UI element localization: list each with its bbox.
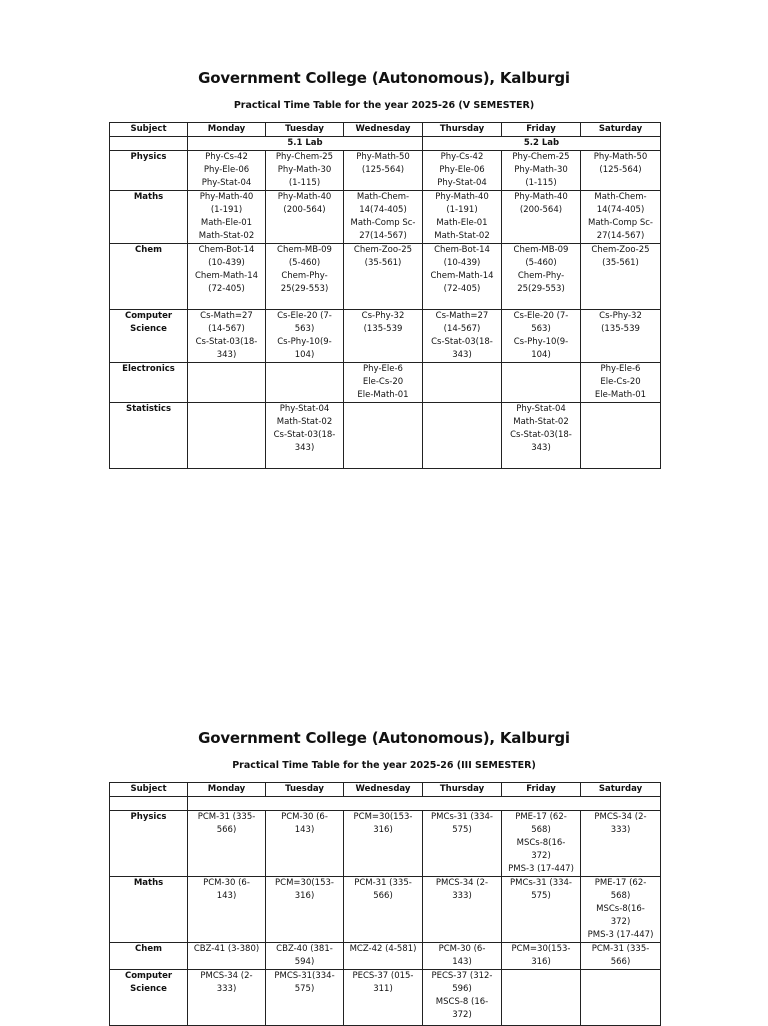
batch-entry: 333) bbox=[610, 825, 631, 835]
schedule-cell bbox=[344, 970, 423, 1026]
schedule-cell bbox=[188, 811, 266, 877]
batch-entry: Ele-Math-01 bbox=[357, 390, 409, 400]
subject-cell bbox=[110, 877, 188, 943]
table-row bbox=[110, 310, 661, 363]
schedule-cell bbox=[502, 310, 581, 363]
schedule-cell bbox=[502, 363, 581, 403]
batch-entry: Ele-Cs-20 bbox=[362, 377, 404, 387]
column-header: Saturday bbox=[581, 123, 661, 137]
batch-entry: 372) bbox=[452, 1010, 472, 1020]
schedule-cell bbox=[502, 403, 581, 469]
batch-entry: 333) bbox=[452, 891, 472, 901]
schedule-cell bbox=[502, 811, 581, 877]
schedule-cell bbox=[502, 943, 581, 970]
batch-entry: (135-539 bbox=[601, 324, 640, 334]
table-row bbox=[110, 811, 661, 877]
schedule-cell bbox=[188, 970, 266, 1026]
batch-entry: PECS-37 (312- bbox=[431, 971, 493, 981]
batch-entry: 563) bbox=[294, 324, 315, 334]
batch-entry: 25(29-553) bbox=[517, 284, 565, 294]
batch-entry: PMCS-34 (2- bbox=[435, 878, 489, 888]
batch-entry: Phy-Ele-06 bbox=[439, 165, 485, 175]
batch-entry: Phy-Ele-06 bbox=[203, 165, 250, 175]
batch-entry: PCM=30(153- bbox=[511, 944, 571, 954]
batch-entry: Chem-Phy- bbox=[281, 271, 328, 281]
batch-entry: PCM-30 (6- bbox=[281, 812, 328, 822]
column-header: Monday bbox=[188, 123, 266, 137]
schedule-cell bbox=[188, 191, 266, 244]
batch-entry: 566) bbox=[610, 957, 631, 967]
lab-row bbox=[110, 797, 661, 811]
column-header: Saturday bbox=[581, 783, 661, 797]
batch-entry: (35-561) bbox=[602, 258, 639, 268]
batch-entry: Phy-Math-40 bbox=[514, 192, 568, 202]
subject-label: Maths bbox=[133, 192, 164, 202]
table-row bbox=[110, 151, 661, 191]
batch-entry: 343) bbox=[452, 350, 472, 360]
batch-entry: 311) bbox=[373, 984, 393, 994]
batch-entry: PMCs-31 (334- bbox=[509, 878, 572, 888]
section2-subtitle: Practical Time Table for the year 2025-26 (III SEMESTER) bbox=[232, 760, 536, 771]
batch-entry: Phy-Stat-04 bbox=[279, 404, 330, 414]
batch-entry: Phy-Math-50 bbox=[356, 152, 410, 162]
lab-cell bbox=[110, 797, 188, 811]
batch-entry: Ele-Cs-20 bbox=[600, 377, 641, 387]
table-row bbox=[110, 943, 661, 970]
schedule-cell bbox=[344, 877, 423, 943]
subject-label: Maths bbox=[133, 878, 164, 888]
column-header: Subject bbox=[110, 123, 188, 137]
batch-entry: 566) bbox=[216, 825, 237, 835]
batch-entry: Cs-Math=27 bbox=[200, 311, 253, 321]
batch-entry: Cs-Stat-03(18- bbox=[431, 337, 493, 347]
batch-entry: Cs-Phy-10(9- bbox=[277, 337, 332, 347]
subject-label: Computer bbox=[124, 311, 173, 321]
batch-entry: Cs-Stat-03(18- bbox=[510, 430, 572, 440]
timetable-iii-semester bbox=[109, 782, 661, 1026]
batch-entry: 596) bbox=[452, 984, 472, 994]
schedule-cell bbox=[423, 310, 502, 363]
schedule-cell bbox=[188, 151, 266, 191]
subject-label: Statistics bbox=[125, 404, 172, 414]
schedule-cell bbox=[266, 403, 344, 469]
batch-entry: 316) bbox=[294, 891, 315, 901]
batch-entry: Math-Comp Sc- bbox=[588, 218, 653, 228]
schedule-cell bbox=[581, 191, 661, 244]
schedule-cell bbox=[423, 943, 502, 970]
subject-cell bbox=[110, 970, 188, 1026]
batch-entry: Chem-Bot-14 bbox=[434, 245, 490, 255]
batch-entry: Phy-Math-40 bbox=[435, 192, 489, 202]
batch-entry: Chem-Math-14 bbox=[430, 271, 494, 281]
table-row bbox=[110, 877, 661, 943]
schedule-cell bbox=[344, 943, 423, 970]
batch-entry: (14-567) bbox=[208, 324, 245, 334]
schedule-cell bbox=[581, 970, 661, 1026]
schedule-cell bbox=[188, 877, 266, 943]
schedule-cell bbox=[266, 970, 344, 1026]
schedule-cell bbox=[344, 403, 423, 469]
batch-entry: Phy-Math-30 bbox=[514, 165, 568, 175]
subject-label: Physics bbox=[130, 812, 167, 822]
batch-entry: PMCS-34 (2- bbox=[200, 971, 253, 981]
batch-entry: (10-439) bbox=[443, 258, 481, 268]
table-row bbox=[110, 403, 661, 469]
schedule-cell bbox=[423, 244, 502, 310]
batch-entry: (1-191) bbox=[446, 205, 478, 215]
batch-entry: Phy-Stat-04 bbox=[201, 178, 252, 188]
batch-entry: (125-564) bbox=[599, 165, 642, 175]
schedule-cell bbox=[581, 310, 661, 363]
batch-entry: Ele-Math-01 bbox=[594, 390, 647, 400]
batch-entry: MCZ-42 (4-581) bbox=[349, 944, 417, 954]
schedule-cell bbox=[266, 244, 344, 310]
schedule-cell bbox=[266, 363, 344, 403]
column-header: Thursday bbox=[423, 783, 502, 797]
schedule-cell bbox=[502, 151, 581, 191]
subject-label: Science bbox=[130, 324, 167, 334]
batch-entry: (72-405) bbox=[443, 284, 481, 294]
schedule-cell bbox=[344, 151, 423, 191]
batch-entry: 575) bbox=[452, 825, 472, 835]
subject-label: Chem bbox=[135, 245, 162, 255]
schedule-cell bbox=[266, 943, 344, 970]
batch-entry: 143) bbox=[452, 957, 472, 967]
batch-entry: Chem-MB-09 bbox=[513, 245, 569, 255]
batch-entry: MSCS-8 (16- bbox=[435, 997, 489, 1007]
table-row bbox=[110, 244, 661, 310]
batch-entry: PCM-31 (335- bbox=[591, 944, 650, 954]
batch-entry: 372) bbox=[531, 851, 551, 861]
schedule-cell bbox=[581, 151, 661, 191]
column-header: Wednesday bbox=[344, 783, 423, 797]
batch-entry: 333) bbox=[216, 984, 237, 994]
schedule-cell bbox=[344, 244, 423, 310]
subject-cell bbox=[110, 310, 188, 363]
batch-entry: MSCs-8(16- bbox=[596, 904, 645, 914]
schedule-cell bbox=[423, 403, 502, 469]
batch-entry: 14(74-405) bbox=[359, 205, 407, 215]
batch-entry: PME-17 (62- bbox=[594, 878, 647, 888]
batch-entry: 104) bbox=[531, 350, 551, 360]
batch-entry: (1-115) bbox=[288, 178, 321, 188]
batch-entry: Chem-Zoo-25 bbox=[353, 245, 413, 255]
table-row bbox=[110, 970, 661, 1026]
batch-entry: 568) bbox=[610, 891, 631, 901]
subject-label: Computer bbox=[124, 971, 173, 981]
batch-entry: Chem-MB-09 bbox=[277, 245, 332, 255]
schedule-cell bbox=[581, 244, 661, 310]
batch-entry: PMCS-31(334- bbox=[274, 971, 335, 981]
schedule-cell bbox=[502, 191, 581, 244]
schedule-cell bbox=[188, 943, 266, 970]
schedule-cell bbox=[581, 403, 661, 469]
batch-entry: 343) bbox=[216, 350, 237, 360]
batch-entry: PCM-31 (335- bbox=[197, 812, 256, 822]
batch-entry: Math-Stat-02 bbox=[276, 417, 333, 427]
subject-cell bbox=[110, 191, 188, 244]
schedule-cell bbox=[266, 310, 344, 363]
batch-entry: Math-Stat-02 bbox=[434, 231, 490, 241]
batch-entry: 566) bbox=[373, 891, 393, 901]
column-header: Thursday bbox=[423, 123, 502, 137]
batch-entry: (1-115) bbox=[525, 178, 557, 188]
batch-entry: PCM=30(153- bbox=[353, 812, 413, 822]
batch-entry: Chem-Phy- bbox=[517, 271, 565, 281]
table-row bbox=[110, 363, 661, 403]
batch-entry: 575) bbox=[531, 891, 551, 901]
batch-entry: Math-Comp Sc- bbox=[350, 218, 416, 228]
schedule-cell bbox=[423, 877, 502, 943]
schedule-cell bbox=[423, 363, 502, 403]
batch-entry: 25(29-553) bbox=[280, 284, 329, 294]
schedule-cell bbox=[581, 811, 661, 877]
schedule-cell bbox=[344, 363, 423, 403]
batch-entry: 568) bbox=[531, 825, 551, 835]
batch-entry: Phy-Ele-6 bbox=[363, 364, 403, 374]
batch-entry: Math-Stat-02 bbox=[513, 417, 569, 427]
batch-entry: Chem-Math-14 bbox=[194, 271, 259, 281]
batch-entry: PMS-3 (17-447) bbox=[587, 930, 654, 940]
subject-label: Science bbox=[130, 984, 167, 994]
batch-entry: Math-Stat-02 bbox=[198, 231, 255, 241]
table-row bbox=[110, 191, 661, 244]
batch-entry: Cs-Math=27 bbox=[435, 311, 489, 321]
batch-entry: Phy-Math-40 bbox=[277, 192, 332, 202]
schedule-cell bbox=[502, 970, 581, 1026]
batch-entry: Math-Ele-01 bbox=[200, 218, 253, 228]
schedule-cell bbox=[423, 811, 502, 877]
schedule-cell bbox=[423, 970, 502, 1026]
subject-cell bbox=[110, 151, 188, 191]
batch-entry: Cs-Phy-10(9- bbox=[513, 337, 569, 347]
batch-entry: (135-539 bbox=[363, 324, 403, 334]
batch-entry: Cs-Stat-03(18- bbox=[195, 337, 258, 347]
subject-cell bbox=[110, 244, 188, 310]
schedule-cell bbox=[266, 811, 344, 877]
batch-entry: Phy-Stat-04 bbox=[437, 178, 487, 188]
batch-entry: CBZ-41 (3-380) bbox=[193, 944, 260, 954]
batch-entry: PMCs-31 (334- bbox=[430, 812, 493, 822]
column-header: Tuesday bbox=[266, 783, 344, 797]
column-header: Monday bbox=[188, 783, 266, 797]
batch-entry: 316) bbox=[373, 825, 393, 835]
schedule-cell bbox=[188, 363, 266, 403]
subject-cell bbox=[110, 363, 188, 403]
schedule-cell bbox=[188, 244, 266, 310]
schedule-cell bbox=[423, 191, 502, 244]
batch-entry: PECS-37 (015- bbox=[352, 971, 414, 981]
batch-entry: Phy-Ele-6 bbox=[600, 364, 641, 374]
subject-cell bbox=[110, 403, 188, 469]
batch-entry: 563) bbox=[531, 324, 551, 334]
batch-entry: 143) bbox=[294, 825, 315, 835]
subject-label: Physics bbox=[130, 152, 167, 162]
header-row bbox=[110, 123, 661, 137]
schedule-cell bbox=[266, 877, 344, 943]
schedule-cell bbox=[344, 191, 423, 244]
batch-entry: (1-191) bbox=[210, 205, 243, 215]
subject-cell bbox=[110, 811, 188, 877]
batch-entry: PCM-30 (6- bbox=[203, 878, 250, 888]
batch-entry: 14(74-405) bbox=[596, 205, 645, 215]
lab-cell bbox=[188, 797, 661, 811]
batch-entry: 575) bbox=[294, 984, 315, 994]
batch-entry: Cs-Ele-20 (7- bbox=[513, 311, 569, 321]
batch-entry: Phy-Math-30 bbox=[277, 165, 332, 175]
lab-cell: 5.2 Lab bbox=[423, 137, 661, 151]
batch-entry: PMS-3 (17-447) bbox=[508, 864, 574, 874]
batch-entry: (35-561) bbox=[364, 258, 402, 268]
batch-entry: (200-564) bbox=[283, 205, 326, 215]
batch-entry: (14-567) bbox=[443, 324, 481, 334]
column-header: Friday bbox=[502, 783, 581, 797]
batch-entry: 343) bbox=[294, 443, 315, 453]
section1-college-title: Government College (Autonomous), Kalburgi bbox=[198, 69, 570, 87]
section2-college-title: Government College (Autonomous), Kalburgi bbox=[198, 729, 570, 747]
column-header: Wednesday bbox=[344, 123, 423, 137]
batch-entry: PMCS-34 (2- bbox=[594, 812, 647, 822]
batch-entry: Phy-Chem-25 bbox=[275, 152, 334, 162]
batch-entry: MSCs-8(16- bbox=[516, 838, 566, 848]
batch-entry: Cs-Phy-32 bbox=[599, 311, 642, 321]
batch-entry: Cs-Stat-03(18- bbox=[273, 430, 336, 440]
batch-entry: Chem-Bot-14 bbox=[198, 245, 255, 255]
batch-entry: Phy-Math-40 bbox=[199, 192, 254, 202]
schedule-cell bbox=[344, 310, 423, 363]
batch-entry: (200-564) bbox=[519, 205, 563, 215]
batch-entry: PCM-31 (335- bbox=[354, 878, 412, 888]
schedule-cell bbox=[266, 151, 344, 191]
lab-cell bbox=[110, 137, 188, 151]
column-header: Tuesday bbox=[266, 123, 344, 137]
schedule-cell bbox=[266, 191, 344, 244]
header-row bbox=[110, 783, 661, 797]
column-header: Subject bbox=[110, 783, 188, 797]
batch-entry: 343) bbox=[531, 443, 551, 453]
subject-label: Electronics bbox=[122, 364, 175, 374]
schedule-cell bbox=[423, 151, 502, 191]
batch-entry: CBZ-40 (381- bbox=[276, 944, 333, 954]
timetable-v-semester bbox=[109, 122, 661, 469]
batch-entry: 27(14-567) bbox=[596, 231, 645, 241]
batch-entry: 316) bbox=[531, 957, 551, 967]
schedule-cell bbox=[344, 811, 423, 877]
batch-entry: 143) bbox=[216, 891, 237, 901]
batch-entry: Phy-Cs-42 bbox=[440, 152, 484, 162]
schedule-cell bbox=[502, 877, 581, 943]
schedule-cell bbox=[188, 310, 266, 363]
schedule-cell bbox=[581, 363, 661, 403]
batch-entry: (5-460) bbox=[288, 258, 321, 268]
subject-cell bbox=[110, 943, 188, 970]
schedule-cell bbox=[581, 943, 661, 970]
batch-entry: (72-405) bbox=[208, 284, 245, 294]
batch-entry: PCM-30 (6- bbox=[438, 944, 486, 954]
subject-label: Chem bbox=[135, 944, 162, 954]
section1-subtitle: Practical Time Table for the year 2025-26 (V SEMESTER) bbox=[233, 100, 535, 111]
lab-row bbox=[110, 137, 661, 151]
batch-entry: Phy-Cs-42 bbox=[205, 152, 248, 162]
batch-entry: Chem-Zoo-25 bbox=[591, 245, 650, 255]
batch-entry: (5-460) bbox=[525, 258, 557, 268]
batch-entry: 27(14-567) bbox=[359, 231, 407, 241]
batch-entry: 104) bbox=[294, 350, 315, 360]
batch-entry: Cs-Phy-32 bbox=[361, 311, 405, 321]
batch-entry: 594) bbox=[294, 957, 315, 967]
batch-entry: Math-Ele-01 bbox=[436, 218, 488, 228]
lab-cell: 5.1 Lab bbox=[188, 137, 423, 151]
schedule-cell bbox=[581, 877, 661, 943]
schedule-cell bbox=[502, 244, 581, 310]
schedule-cell bbox=[188, 403, 266, 469]
batch-entry: Phy-Stat-04 bbox=[516, 404, 566, 414]
batch-entry: Math-Chem- bbox=[356, 192, 410, 202]
batch-entry: (125-564) bbox=[361, 165, 405, 175]
batch-entry: Phy-Chem-25 bbox=[512, 152, 570, 162]
batch-entry: Phy-Math-50 bbox=[593, 152, 648, 162]
batch-entry: Math-Chem- bbox=[594, 192, 647, 202]
batch-entry: PCM=30(153- bbox=[275, 878, 334, 888]
column-header: Friday bbox=[502, 123, 581, 137]
batch-entry: (10-439) bbox=[208, 258, 245, 268]
batch-entry: PME-17 (62- bbox=[515, 812, 567, 822]
batch-entry: 372) bbox=[610, 917, 631, 927]
batch-entry: Cs-Ele-20 (7- bbox=[277, 311, 332, 321]
